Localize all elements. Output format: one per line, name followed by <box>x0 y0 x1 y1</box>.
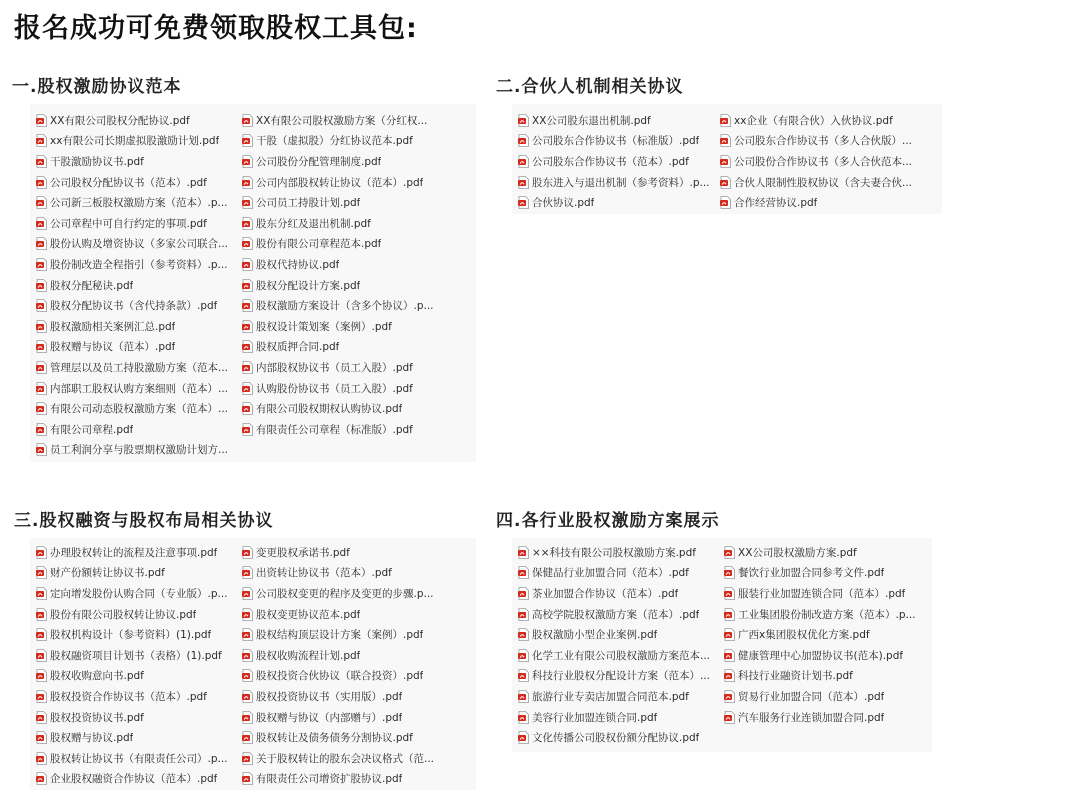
pdf-icon <box>724 669 735 682</box>
file-item[interactable] <box>36 748 238 769</box>
file-name: 公司股东合作协议书（多人合伙版）... <box>734 135 913 148</box>
pdf-icon <box>242 752 253 765</box>
file-name: 公司新三板股权激励方案（范本）.p... <box>50 197 228 210</box>
file-name: 股权变更协议范本.pdf <box>256 608 361 621</box>
pdf-icon <box>724 587 735 600</box>
pdf-icon <box>724 711 735 724</box>
pdf-icon <box>242 258 253 271</box>
pdf-icon <box>36 340 47 353</box>
section-title-equity-financing: 三.股权融资与股权布局相关协议 <box>14 511 274 531</box>
pdf-icon <box>724 608 735 621</box>
file-name: 股份有限公司股权转让协议.pdf <box>50 608 197 621</box>
file-item[interactable] <box>720 172 938 193</box>
file-name: 公司股东合作协议书（范本）.pdf <box>532 155 689 168</box>
file-name: 内部股权协议书（员工入股）.pdf <box>256 361 413 374</box>
file-item[interactable] <box>242 110 472 131</box>
file-name: 员工利润分享与股票期权激励计划方... <box>50 444 229 457</box>
pdf-icon <box>242 237 253 250</box>
file-name: 干股（虚拟股）分红协议范本.pdf <box>256 135 413 148</box>
file-item[interactable] <box>518 192 718 213</box>
file-name: XX公司股东退出机制.pdf <box>532 114 651 127</box>
pdf-icon <box>36 402 47 415</box>
pdf-icon <box>36 279 47 292</box>
pdf-icon <box>518 566 529 579</box>
pdf-icon <box>36 608 47 621</box>
file-item[interactable] <box>518 151 718 172</box>
file-item[interactable] <box>36 419 238 440</box>
file-name: 股权投资合作协议书（范本）.pdf <box>50 690 207 703</box>
file-name: 定向增发股份认购合同（专业版）.p... <box>50 587 228 600</box>
file-item[interactable] <box>36 192 238 213</box>
file-name: 公司章程中可自行约定的事项.pdf <box>50 217 207 230</box>
file-name: 股权赠与协议（内部赠与）.pdf <box>256 711 403 724</box>
file-item[interactable] <box>518 645 722 666</box>
file-name: 有限责任公司增资扩股协议.pdf <box>256 773 403 786</box>
file-item[interactable] <box>36 666 238 687</box>
file-item[interactable] <box>242 398 472 419</box>
file-item[interactable] <box>720 151 938 172</box>
file-item[interactable] <box>518 110 718 131</box>
pdf-icon <box>518 155 529 168</box>
file-name: 股权赠与协议.pdf <box>50 732 134 745</box>
file-item[interactable] <box>242 604 472 625</box>
file-item[interactable] <box>36 275 238 296</box>
file-name: 健康管理中心加盟协议书(范本).pdf <box>738 649 904 662</box>
pdf-icon <box>518 731 529 744</box>
file-name: 出资转让协议书（范本）.pdf <box>256 567 392 580</box>
file-item[interactable] <box>242 645 472 666</box>
file-name: 公司员工持股计划.pdf <box>256 197 361 210</box>
file-item[interactable] <box>720 110 938 131</box>
file-name: 股东分红及退出机制.pdf <box>256 217 371 230</box>
pdf-icon <box>36 587 47 600</box>
pdf-icon <box>36 361 47 374</box>
file-name: 合作经营协议.pdf <box>734 197 818 210</box>
file-name: 餐饮行业加盟合同参考文件.pdf <box>738 567 885 580</box>
pdf-icon <box>36 443 47 456</box>
file-name: 工业集团股份制改造方案（范本）.p... <box>738 608 916 621</box>
pdf-icon <box>36 196 47 209</box>
pdf-icon <box>518 114 529 127</box>
file-name: 茶业加盟合作协议（范本）.pdf <box>532 587 679 600</box>
file-item[interactable] <box>724 645 930 666</box>
pdf-icon <box>242 361 253 374</box>
file-name: 美容行业加盟连锁合同.pdf <box>532 711 658 724</box>
file-item[interactable] <box>242 357 472 378</box>
file-item[interactable] <box>724 686 930 707</box>
file-item[interactable] <box>518 707 722 728</box>
file-panel-equity-financing <box>30 538 476 790</box>
pdf-icon <box>36 669 47 682</box>
pdf-icon <box>36 423 47 436</box>
pdf-icon <box>242 217 253 230</box>
section-title-equity-incentive: 一.股权激励协议范本 <box>12 77 182 97</box>
pdf-icon <box>36 299 47 312</box>
file-item[interactable] <box>36 398 238 419</box>
pdf-icon <box>36 382 47 395</box>
pdf-icon <box>242 176 253 189</box>
pdf-icon <box>724 690 735 703</box>
file-name: 有限公司章程.pdf <box>50 423 134 436</box>
file-name: 保健品行业加盟合同（范本）.pdf <box>532 567 689 580</box>
file-item[interactable] <box>242 131 472 152</box>
file-item[interactable] <box>242 234 472 255</box>
pdf-icon <box>242 628 253 641</box>
pdf-icon <box>36 217 47 230</box>
file-item[interactable] <box>242 769 472 790</box>
file-item[interactable] <box>36 172 238 193</box>
file-name: 股权结构顶层设计方案（案例）.pdf <box>256 629 424 642</box>
file-name: 股权投资合伙协议（联合投资）.pdf <box>256 670 424 683</box>
file-item[interactable] <box>36 645 238 666</box>
file-name: 股权分配秘诀.pdf <box>50 279 134 292</box>
file-item[interactable] <box>36 440 238 461</box>
file-panel-industry-incentive <box>512 538 932 752</box>
file-item[interactable] <box>36 213 238 234</box>
file-item[interactable] <box>518 624 722 645</box>
file-item[interactable] <box>724 707 930 728</box>
file-item[interactable] <box>36 316 238 337</box>
pdf-icon <box>36 649 47 662</box>
file-item[interactable] <box>724 624 930 645</box>
file-name: 股权转让协议书（有限责任公司）.p... <box>50 752 228 765</box>
pdf-icon <box>720 176 731 189</box>
file-name: 股东进入与退出机制（参考资料）.p... <box>532 176 710 189</box>
pdf-icon <box>36 258 47 271</box>
pdf-icon <box>242 382 253 395</box>
pdf-icon <box>36 176 47 189</box>
file-panel-partner-mechanism <box>512 104 942 214</box>
file-name: 科技行业股权分配设计方案（范本）... <box>532 670 711 683</box>
pdf-icon <box>518 669 529 682</box>
pdf-icon <box>518 628 529 641</box>
pdf-icon <box>36 134 47 147</box>
pdf-icon <box>36 155 47 168</box>
file-name: 公司股权分配协议书（范本）.pdf <box>50 176 207 189</box>
file-name: 股权分配协议书（含代持条款）.pdf <box>50 300 218 313</box>
file-name: 股权投资协议书（实用版）.pdf <box>256 690 403 703</box>
file-name: 股份制改造全程指引（参考资料）.p... <box>50 258 228 271</box>
file-item[interactable] <box>518 563 722 584</box>
pdf-icon <box>724 566 735 579</box>
file-item[interactable] <box>36 604 238 625</box>
file-item[interactable] <box>242 295 472 316</box>
file-item[interactable] <box>36 234 238 255</box>
file-item[interactable] <box>724 583 930 604</box>
file-item[interactable] <box>724 604 930 625</box>
file-panel-equity-incentive <box>30 104 476 462</box>
file-column-left <box>518 542 722 748</box>
file-item[interactable] <box>242 337 472 358</box>
pdf-icon <box>36 772 47 785</box>
pdf-icon <box>724 546 735 559</box>
pdf-icon <box>36 320 47 333</box>
file-name: 变更股权承诺书.pdf <box>256 546 350 559</box>
file-item[interactable] <box>518 583 722 604</box>
file-item[interactable] <box>36 110 238 131</box>
file-item[interactable] <box>518 686 722 707</box>
file-name: 股权激励相关案例汇总.pdf <box>50 320 176 333</box>
file-name: 干股激励协议书.pdf <box>50 155 144 168</box>
file-item[interactable] <box>36 727 238 748</box>
file-name: 股份认购及增资协议（多家公司联合... <box>50 238 229 251</box>
file-name: 股权收购流程计划.pdf <box>256 649 361 662</box>
file-name: 旅游行业专卖店加盟合同范本.pdf <box>532 690 689 703</box>
file-name: 科技行业融资计划书.pdf <box>738 670 853 683</box>
file-item[interactable] <box>36 707 238 728</box>
file-item[interactable] <box>36 357 238 378</box>
file-name: 股权质押合同.pdf <box>256 341 340 354</box>
pdf-icon <box>36 114 47 127</box>
pdf-icon <box>242 608 253 621</box>
file-column-right <box>720 110 938 213</box>
file-item[interactable] <box>36 337 238 358</box>
pdf-icon <box>720 134 731 147</box>
file-name: 文化传播公司股权份额分配协议.pdf <box>532 732 700 745</box>
file-name: 股权分配设计方案.pdf <box>256 279 361 292</box>
pdf-icon <box>242 772 253 785</box>
file-item[interactable] <box>36 563 238 584</box>
pdf-icon <box>242 669 253 682</box>
pdf-icon <box>242 402 253 415</box>
file-column-left <box>36 542 238 789</box>
pdf-icon <box>36 731 47 744</box>
file-name: 有限公司动态股权激励方案（范本）... <box>50 403 229 416</box>
file-item[interactable] <box>36 624 238 645</box>
pdf-icon <box>36 237 47 250</box>
file-item[interactable] <box>242 583 472 604</box>
file-item[interactable] <box>518 727 722 748</box>
file-item[interactable] <box>724 666 930 687</box>
pdf-icon <box>242 114 253 127</box>
pdf-icon <box>242 196 253 209</box>
file-column-right <box>724 542 930 727</box>
file-item[interactable] <box>36 295 238 316</box>
pdf-icon <box>242 155 253 168</box>
file-item[interactable] <box>242 316 472 337</box>
file-name: 合伙协议.pdf <box>532 197 595 210</box>
file-name: 股份有限公司章程范本.pdf <box>256 238 382 251</box>
file-item[interactable] <box>518 604 722 625</box>
pdf-icon <box>36 690 47 703</box>
file-item[interactable] <box>242 563 472 584</box>
file-name: 股权激励方案设计（含多个协议）.p... <box>256 300 434 313</box>
file-item[interactable] <box>242 172 472 193</box>
file-name: XX有限公司股权激励方案（分红权... <box>256 114 428 127</box>
file-name: 股权设计策划案（案例）.pdf <box>256 320 392 333</box>
pdf-icon <box>518 649 529 662</box>
file-name: 服装行业加盟连锁合同（范本）.pdf <box>738 587 906 600</box>
pdf-icon <box>242 340 253 353</box>
file-item[interactable] <box>242 275 472 296</box>
file-name: 办理股权转让的流程及注意事项.pdf <box>50 546 218 559</box>
file-name: 股权收购意向书.pdf <box>50 670 144 683</box>
file-item[interactable] <box>720 192 938 213</box>
file-name: 股权激励小型企业案例.pdf <box>532 629 658 642</box>
file-name: xx有限公司长期虚拟股激励计划.pdf <box>50 135 220 148</box>
file-name: 公司股东合作协议书（标准版）.pdf <box>532 135 700 148</box>
file-name: 股权融资项目计划书（表格）(1).pdf <box>50 649 222 662</box>
file-column-right <box>242 110 472 440</box>
file-name: 公司股份合作协议书（多人合伙范本... <box>734 155 913 168</box>
file-item[interactable] <box>242 213 472 234</box>
pdf-icon <box>720 196 731 209</box>
file-name: 股权转让及债务债务分割协议.pdf <box>256 732 413 745</box>
file-item[interactable] <box>518 131 718 152</box>
pdf-icon <box>518 196 529 209</box>
file-name: ××科技有限公司股权激励方案.pdf <box>532 546 696 559</box>
file-name: XX有限公司股权分配协议.pdf <box>50 114 190 127</box>
file-name: 财产份额转让协议书.pdf <box>50 567 165 580</box>
file-item[interactable] <box>242 707 472 728</box>
file-item[interactable] <box>242 254 472 275</box>
file-item[interactable] <box>242 748 472 769</box>
section-title-industry-incentive: 四.各行业股权激励方案展示 <box>496 511 720 531</box>
pdf-icon <box>242 299 253 312</box>
file-name: 股权机构设计（参考资料）(1).pdf <box>50 629 212 642</box>
file-item[interactable] <box>724 542 930 563</box>
pdf-icon <box>242 546 253 559</box>
file-column-left <box>518 110 718 213</box>
file-name: 企业股权融资合作协议（范本）.pdf <box>50 773 218 786</box>
file-column-right <box>242 542 472 789</box>
page-title: 报名成功可免费领取股权工具包: <box>14 13 418 44</box>
pdf-icon <box>724 628 735 641</box>
file-item[interactable] <box>242 192 472 213</box>
pdf-icon <box>724 649 735 662</box>
file-name: 关于股权转让的股东会决议格式（范... <box>256 752 435 765</box>
pdf-icon <box>36 566 47 579</box>
file-item[interactable] <box>518 542 722 563</box>
file-name: 公司股份分配管理制度.pdf <box>256 155 382 168</box>
pdf-icon <box>36 752 47 765</box>
pdf-icon <box>518 608 529 621</box>
file-item[interactable] <box>242 542 472 563</box>
file-item[interactable] <box>242 419 472 440</box>
pdf-icon <box>720 155 731 168</box>
file-name: 有限公司股权期权认购协议.pdf <box>256 403 403 416</box>
pdf-icon <box>36 546 47 559</box>
file-item[interactable] <box>242 624 472 645</box>
section-title-partner-mechanism: 二.合伙人机制相关协议 <box>496 77 684 97</box>
pdf-icon <box>518 176 529 189</box>
file-item[interactable] <box>36 131 238 152</box>
pdf-icon <box>242 320 253 333</box>
file-column-left <box>36 110 238 460</box>
file-name: 合伙人限制性股权协议（含夫妻合伙... <box>734 176 913 189</box>
file-item[interactable] <box>724 563 930 584</box>
pdf-icon <box>242 587 253 600</box>
file-name: 股权赠与协议（范本）.pdf <box>50 341 176 354</box>
file-item[interactable] <box>242 727 472 748</box>
file-name: 化学工业有限公司股权激励方案范本... <box>532 649 711 662</box>
file-name: 公司内部股权转让协议（范本）.pdf <box>256 176 424 189</box>
file-item[interactable] <box>36 686 238 707</box>
file-name: 高校学院股权激励方案（范本）.pdf <box>532 608 700 621</box>
pdf-icon <box>242 731 253 744</box>
pdf-icon <box>242 423 253 436</box>
file-item[interactable] <box>36 542 238 563</box>
file-item[interactable] <box>242 378 472 399</box>
pdf-icon <box>242 690 253 703</box>
file-item[interactable] <box>242 151 472 172</box>
pdf-icon <box>518 690 529 703</box>
file-name: 有限责任公司章程（标准版）.pdf <box>256 423 413 436</box>
file-item[interactable] <box>242 686 472 707</box>
file-name: XX公司股权激励方案.pdf <box>738 546 857 559</box>
file-item[interactable] <box>518 172 718 193</box>
file-name: 股权代持协议.pdf <box>256 258 340 271</box>
pdf-icon <box>242 279 253 292</box>
pdf-icon <box>242 649 253 662</box>
file-name: 管理层以及员工持股激励方案（范本... <box>50 361 229 374</box>
pdf-icon <box>720 114 731 127</box>
pdf-icon <box>242 134 253 147</box>
file-name: 内部职工股权认购方案细则（范本）... <box>50 382 229 395</box>
file-item[interactable] <box>36 151 238 172</box>
pdf-icon <box>518 134 529 147</box>
file-item[interactable] <box>36 769 238 790</box>
file-item[interactable] <box>518 666 722 687</box>
file-name: xx企业（有限合伙）入伙协议.pdf <box>734 114 893 127</box>
pdf-icon <box>242 566 253 579</box>
file-name: 股权投资协议书.pdf <box>50 711 144 724</box>
pdf-icon <box>518 587 529 600</box>
file-name: 广西x集团股权优化方案.pdf <box>738 629 870 642</box>
pdf-icon <box>36 628 47 641</box>
file-name: 公司股权变更的程序及变更的步骤.p... <box>256 587 434 600</box>
file-item[interactable] <box>36 583 238 604</box>
file-name: 汽车服务行业连锁加盟合同.pdf <box>738 711 885 724</box>
file-item[interactable] <box>36 378 238 399</box>
pdf-icon <box>242 711 253 724</box>
file-item[interactable] <box>242 666 472 687</box>
file-name: 认购股份协议书（员工入股）.pdf <box>256 382 413 395</box>
pdf-icon <box>36 711 47 724</box>
file-item[interactable] <box>720 131 938 152</box>
file-name: 贸易行业加盟合同（范本）.pdf <box>738 690 885 703</box>
pdf-icon <box>518 546 529 559</box>
file-item[interactable] <box>36 254 238 275</box>
pdf-icon <box>518 711 529 724</box>
